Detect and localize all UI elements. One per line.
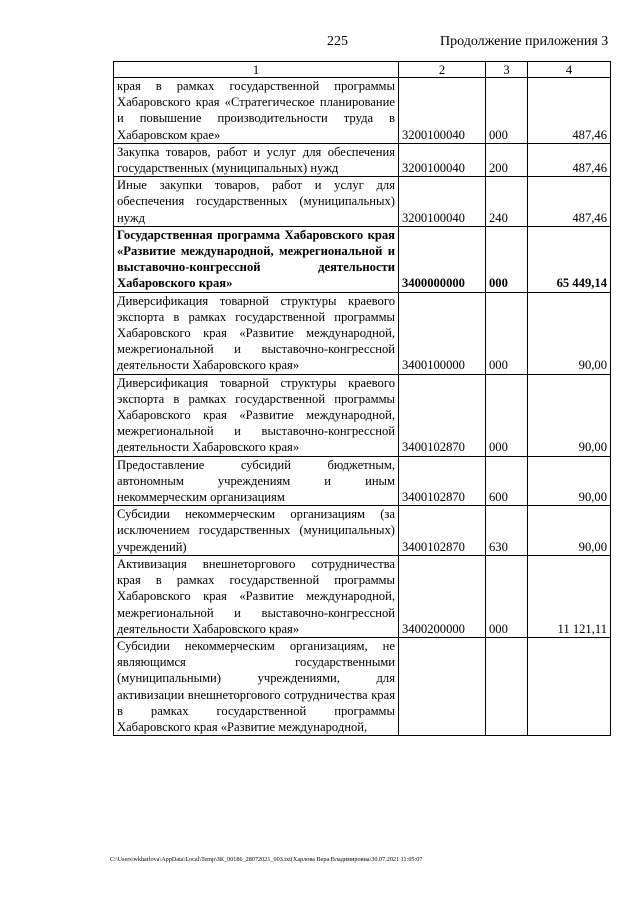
row-code-cell: 3400102870 <box>399 506 486 556</box>
row-amount-cell: 90,00 <box>528 506 611 556</box>
table-row <box>114 506 611 556</box>
row-name-cell: Государственная программа Хабаровского края «Развитие международной, межрегиональной и выставочно-конгрессной деятельности Хабаровского края» <box>114 226 399 292</box>
row-code-cell: 3400102870 <box>399 374 486 456</box>
row-amount-cell: 487,46 <box>528 78 611 144</box>
budget-table <box>113 61 611 736</box>
row-expense-type-cell: 000 <box>486 555 528 637</box>
row-expense-type-cell: 000 <box>486 78 528 144</box>
row-name-cell: Субсидии некоммерческим организациям, не являющимся государственными (муниципальными) учреждениями, для активизации внешнеторгового сотрудничества края в рамках государственной программы Хабаровского края «Развитие международной, <box>114 637 399 735</box>
row-expense-type-cell: 600 <box>486 456 528 506</box>
row-code-cell <box>399 637 486 735</box>
page-number: 225 <box>327 34 348 49</box>
row-amount-cell: 90,00 <box>528 374 611 456</box>
row-code-cell: 3400000000 <box>399 226 486 292</box>
row-code-cell: 3400200000 <box>399 555 486 637</box>
row-code-cell: 3400100000 <box>399 292 486 374</box>
row-expense-type-cell <box>486 637 528 735</box>
row-amount-cell: 487,46 <box>528 143 611 176</box>
table-row <box>114 637 611 735</box>
row-name-cell: края в рамках государственной программы Хабаровского края «Стратегическое планирование и повышение производительности труда в Хабаровском крае» <box>114 78 399 144</box>
column-header: 2 <box>399 62 486 78</box>
table-row <box>114 177 611 227</box>
row-name-cell: Активизация внешнеторгового сотрудничества края в рамках государственной программы Хабаровского края «Развитие международной, межрегиональной и выставочно-конгрессной деятельности Хабаровского края» <box>114 555 399 637</box>
row-amount-cell: 90,00 <box>528 456 611 506</box>
appendix-label: Продолжение приложения 3 <box>440 34 609 49</box>
row-code-cell: 3200100040 <box>399 78 486 144</box>
row-expense-type-cell: 000 <box>486 292 528 374</box>
table-row-program-total <box>114 226 611 292</box>
row-name-cell: Диверсификация товарной структуры краевого экспорта в рамках государственной программы Хабаровского края «Развитие международной, межрегиональной и выставочно-конгрессной деятельности Хабаровского края» <box>114 374 399 456</box>
page-header <box>0 34 640 54</box>
table-row <box>114 292 611 374</box>
column-header: 1 <box>114 62 399 78</box>
table-row <box>114 143 611 176</box>
row-expense-type-cell: 000 <box>486 226 528 292</box>
row-name-cell: Диверсификация товарной структуры краевого экспорта в рамках государственной программы Хабаровского края «Развитие международной, межрегиональной и выставочно-конгрессной деятельности Хабаровского края» <box>114 292 399 374</box>
column-header: 4 <box>528 62 611 78</box>
row-name-cell: Субсидии некоммерческим организациям (за исключением государственных (муниципальных) учреждений) <box>114 506 399 556</box>
row-expense-type-cell: 630 <box>486 506 528 556</box>
row-amount-cell: 11 121,11 <box>528 555 611 637</box>
row-name-cell: Предоставление субсидий бюджетным, автономным учреждениям и иным некоммерческим организациям <box>114 456 399 506</box>
table-header-row <box>114 62 611 78</box>
table-row <box>114 456 611 506</box>
row-amount-cell: 90,00 <box>528 292 611 374</box>
row-expense-type-cell: 200 <box>486 143 528 176</box>
row-amount-cell <box>528 637 611 735</box>
column-header: 3 <box>486 62 528 78</box>
file-path-footer: C:\Users\wkharlova\AppData\Local\Temp\ЗК_00186_28072021_003.txt(Харлова Вера Владимировна\30.07.2021 11:05:07 <box>110 856 423 863</box>
row-code-cell: 3200100040 <box>399 177 486 227</box>
row-expense-type-cell: 000 <box>486 374 528 456</box>
row-amount-cell: 65 449,14 <box>528 226 611 292</box>
row-name-cell: Иные закупки товаров, работ и услуг для обеспечения государственных (муниципальных) нужд <box>114 177 399 227</box>
table-row <box>114 555 611 637</box>
table-row <box>114 374 611 456</box>
table-row <box>114 78 611 144</box>
row-expense-type-cell: 240 <box>486 177 528 227</box>
row-code-cell: 3200100040 <box>399 143 486 176</box>
table-body <box>114 78 611 736</box>
row-code-cell: 3400102870 <box>399 456 486 506</box>
row-amount-cell: 487,46 <box>528 177 611 227</box>
row-name-cell: Закупка товаров, работ и услуг для обеспечения государственных (муниципальных) нужд <box>114 143 399 176</box>
